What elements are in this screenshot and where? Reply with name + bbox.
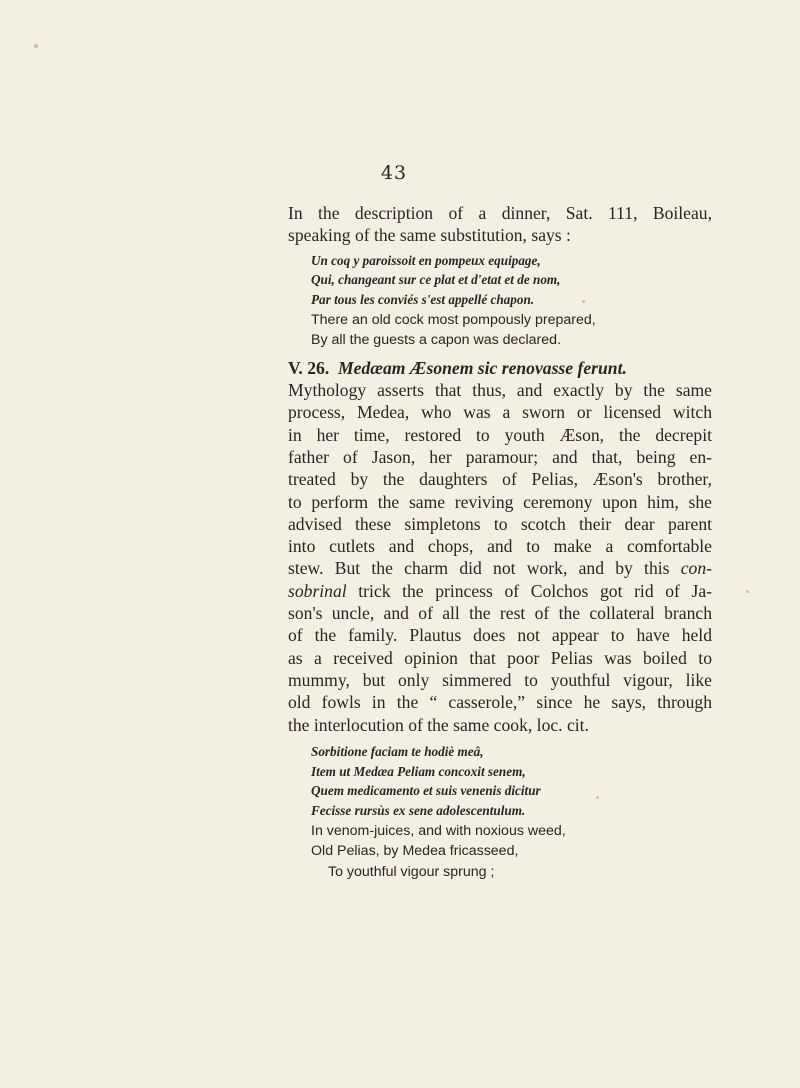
translation2-line-3: To youthful vigour sprung ; [328, 863, 495, 880]
body-line-16: the interlocution of the same cook, loc. cit. [288, 714, 589, 735]
body-line-5: treated by the daughters of Pelias, Æson's brother, [288, 469, 712, 490]
latin-verse-line-2: Item ut Medæa Peliam concoxit senem, [311, 763, 526, 779]
body-line-15: old fowls in the “ casserole,” since he says, through [288, 692, 712, 713]
translation2-line-1: In venom-juices, and with noxious weed, [311, 823, 566, 839]
italic-word: con- [680, 558, 712, 579]
intro-paragraph [288, 202, 712, 247]
body-line-9: stew. But the charm did not work, and by this con- [288, 558, 712, 579]
page-number: 43 [380, 162, 408, 184]
body-line-11: son's uncle, and of all the rest of the collateral branch [288, 603, 712, 624]
body-line-7: advised these simpletons to scotch their dear parent [288, 513, 712, 534]
body-line-2: process, Medea, who was a sworn or licensed witch [288, 402, 712, 423]
latin-verse-line-3: Quem medicamento et suis venenis dicitur [311, 783, 541, 799]
section-heading [288, 357, 712, 379]
latin-verse-translation [288, 821, 712, 882]
commentary-paragraph [288, 379, 712, 736]
body-line-6: to perform the same reviving ceremony upon him, she [288, 491, 712, 512]
translation2-line-2: Old Pelias, by Medea fricasseed, [311, 843, 519, 860]
translation1-line-1: There an old cock most pompously prepared, [311, 311, 596, 328]
body-line-13: as a received opinion that poor Pelias was boiled to [288, 647, 712, 668]
section-latin-quote: Medæam Æsonem sic renovasse ferunt. [338, 357, 627, 378]
paper-foxing-spot [746, 590, 749, 593]
intro-line-2: speaking of the same substitution, says : [288, 225, 571, 246]
body-line-3: in her time, restored to youth Æson, the decrepit [288, 424, 712, 445]
french-verse [288, 251, 712, 310]
body-line-1: Mythology asserts that thus, and exactly by the same [288, 380, 712, 401]
body-line-8: into cutlets and chops, and to make a comfortable [288, 536, 712, 557]
french-verse-translation [288, 310, 712, 351]
latin-verse [288, 742, 712, 821]
translation1-line-2: By all the guests a capon was declared. [311, 332, 562, 349]
body-line-10: sobrinal trick the princess of Colchos got rid of Ja- [288, 580, 712, 601]
french-verse-line-1: Un coq y paroissoit en pompeux equipage, [311, 252, 541, 268]
paper-foxing-spot [34, 44, 38, 48]
body-line-14: mummy, but only simmered to youthful vigour, like [288, 669, 712, 690]
paper-foxing-spot [582, 300, 585, 303]
french-verse-line-3: Par tous les conviés s'est appellé chapon. [311, 292, 535, 308]
italic-word: sobrinal [288, 580, 347, 601]
paper-foxing-spot [596, 796, 599, 799]
section-reference: V. 26. [288, 357, 330, 378]
french-verse-line-2: Qui, changeant sur ce plat et d'etat et de nom, [311, 272, 561, 288]
body-line-12: of the family. Plautus does not appear to have held [288, 625, 712, 646]
latin-verse-line-1: Sorbitione faciam te hodiè meâ, [311, 743, 484, 759]
text-block [288, 202, 712, 882]
intro-line-1: In the description of a dinner, Sat. 111, Boileau, [288, 203, 712, 223]
latin-verse-line-4: Fecisse rursùs ex sene adolescentulum. [311, 803, 526, 819]
body-line-4: father of Jason, her paramour; and that, being en- [288, 446, 712, 467]
